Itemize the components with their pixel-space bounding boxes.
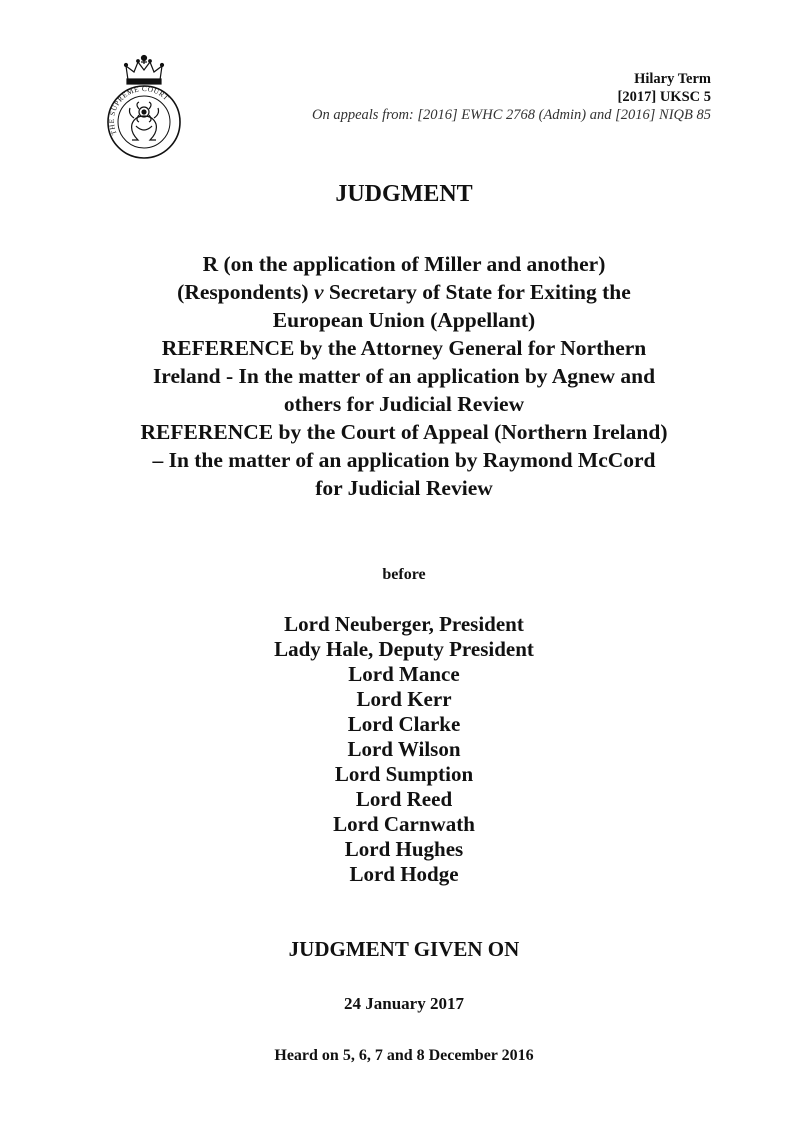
case-line: REFERENCE by the Attorney General for Northern — [161, 336, 647, 360]
judge-name: Lord Sumption — [334, 762, 474, 786]
judge-name: Lord Carnwath — [333, 812, 475, 836]
neutral-citation: [2017] UKSC 5 — [617, 89, 711, 105]
judge-name: Lord Hughes — [344, 837, 464, 861]
case-line: others for Judicial Review — [283, 392, 525, 416]
case-line-part: Secretary of State for Exiting the — [323, 280, 631, 304]
seal-inscription: THE SUPREME COURT — [107, 84, 171, 136]
case-line: – In the matter of an application by Raymond McCord — [152, 448, 656, 472]
judge-name: Lady Hale, Deputy President — [274, 637, 534, 661]
case-line: REFERENCE by the Court of Appeal (Northern Ireland) — [140, 420, 668, 444]
judge-name: Lord Neuberger, President — [284, 612, 524, 636]
judgment-given-label: JUDGMENT GIVEN ON — [288, 937, 520, 961]
judge-name: Lord Hodge — [349, 862, 459, 886]
case-line: European Union (Appellant) — [272, 308, 536, 332]
term-label: Hilary Term — [634, 71, 711, 87]
appeals-from: On appeals from: [2016] EWHC 2768 (Admin) and [2016] NIQB 85 — [311, 107, 711, 123]
judge-name: Lord Mance — [348, 662, 460, 686]
case-line — [0, 278, 808, 306]
judgment-date: 24 January 2017 — [344, 994, 464, 1013]
judge-name: Lord Clarke — [347, 712, 461, 736]
hearing-dates: Heard on 5, 6, 7 and 8 December 2016 — [274, 1047, 534, 1064]
case-line-part: (Respondents) — [177, 280, 314, 304]
document-title: JUDGMENT — [335, 181, 473, 207]
document-header — [312, 70, 711, 124]
judges-list — [0, 612, 808, 887]
versus: v — [313, 280, 324, 304]
judge-name: Lord Kerr — [356, 687, 452, 711]
case-line: for Judicial Review — [315, 476, 493, 500]
before-label: before — [382, 566, 426, 583]
case-title-block — [0, 250, 808, 502]
judge-name: Lord Reed — [355, 787, 453, 811]
case-line: Ireland - In the matter of an application by Agnew and — [152, 364, 656, 388]
case-line: R (on the application of Miller and another) — [202, 252, 606, 276]
judge-name: Lord Wilson — [347, 737, 461, 761]
supreme-court-seal-icon — [104, 52, 184, 160]
